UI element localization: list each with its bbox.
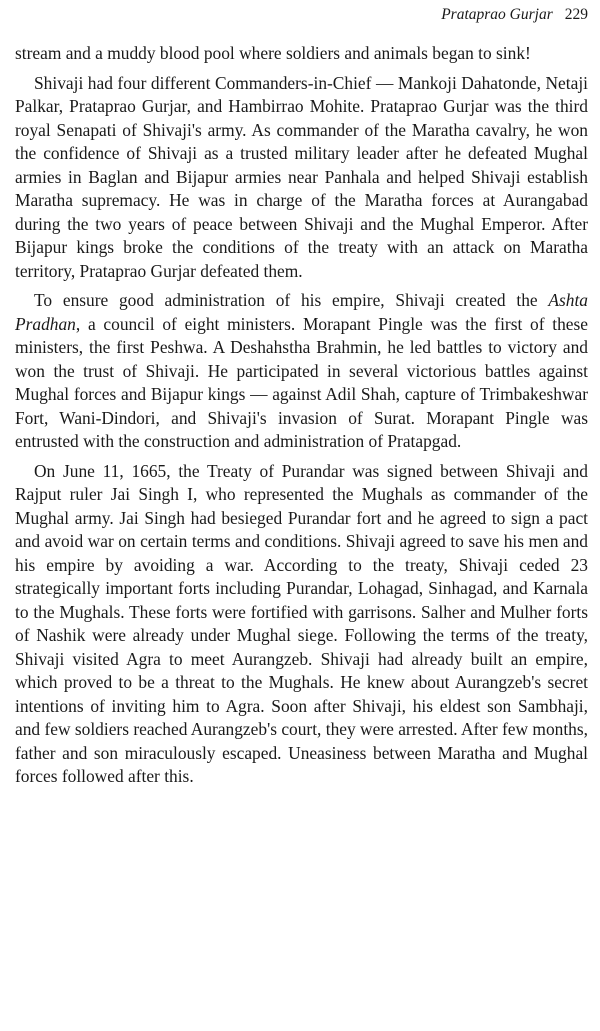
paragraph-treaty-of-purandar: On June 11, 1665, the Treaty of Purandar was signed between Shivaji and Rajput ruler Jai Singh I, who represented the Mughals as commander of the Mughal army. Jai Singh had besieged Purandar fort and he agreed to sign a pact and avoid war on certain terms and conditions. Shivaji agreed to save his men and his empire by avoiding a war. According to the treaty, Shivaji ceded 23 strategically important forts including Purandar, Lohagad, Sinhagad, and Karnala to the Mughals. These forts were fortified with garrisons. Salher and Mulher forts of Nashik were already under Mughal siege. Following the terms of the treaty, Shivaji visited Agra to meet Aurangzeb. Shivaji had already built an empire, which proved to be a threat to the Mughals. He knew about Aurangzeb's secret intentions of inviting him to Agra. Soon after Shivaji, his eldest son Sambhaji, and few soldiers reached Aurangzeb's court, they were arrested. After few months, father and son miraculously escaped. Uneasiness between Maratha and Mughal forces followed after this. xyxy=(15,460,588,786)
paragraph-continued: stream and a muddy blood pool where soldiers and animals began to sink! xyxy=(15,43,531,63)
book-page xyxy=(15,0,588,1031)
page-number: 229 xyxy=(564,6,588,23)
running-title: Prataprao Gurjar xyxy=(441,6,553,23)
paragraph-ashta-pradhan xyxy=(15,289,588,454)
body-text xyxy=(15,42,588,795)
paragraph-text: To ensure good administration of his empire, Shivaji created the xyxy=(34,290,549,310)
paragraph-commanders: Shivaji had four different Commanders-in-Chief — Mankoji Dahatonde, Netaji Palkar, Prataprao Gurjar, and Hambirrao Mohite. Prataprao Gurjar was the third royal Senapati of Shivaji's army. As commander of the Maratha cavalry, he won the confidence of Shivaji as a trusted military leader after he defeated Mughal armies in Baglan and Bijapur armies near Panhala and helped Shivaji establish Maratha supremacy. He was in charge of the Maratha forces at Aurangabad during the two years of peace between Shivaji and the Mughal Emperor. After Bijapur kings broke the conditions of the treaty with an attack on Maratha territory, Prataprao Gurjar defeated them. xyxy=(15,72,588,281)
paragraph-text: , a council of eight ministers. Morapant Pingle was the first of these ministers, the first Peshwa. A Deshahstha Brahmin, he led battles to victory and won the trust of Shivaji. He participated in several victorious battles against Mughal forces and Bijapur kings — against Adil Shah, capture of Trimbakeshwar Fort, Wani-Dindori, and Shivaji's invasion of Surat. Morapant Pingle was entrusted with the construction and administration of Pratapgad. xyxy=(15,313,588,451)
running-head xyxy=(441,6,588,24)
italic-term: Ashta Pradhan xyxy=(15,290,588,334)
